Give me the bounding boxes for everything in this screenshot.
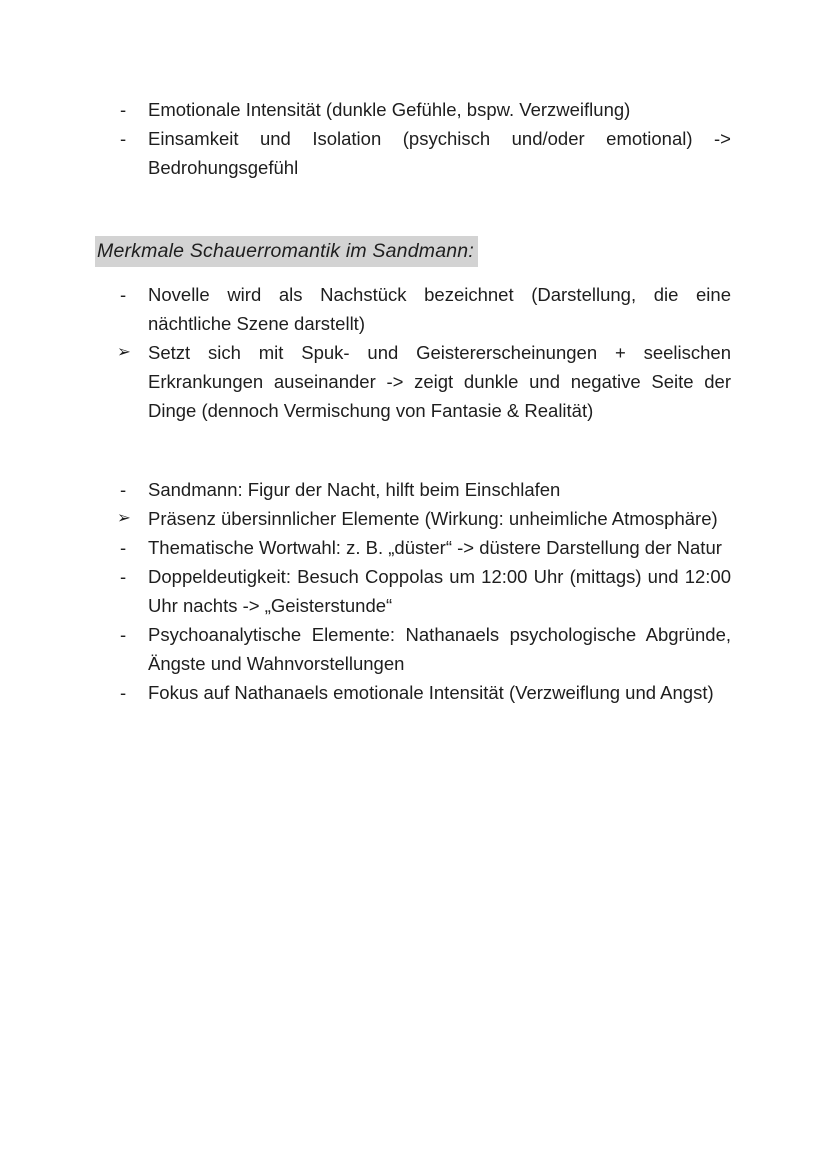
list-item — [95, 280, 731, 338]
list-item — [95, 504, 731, 533]
list-item-text: Psychoanalytische Elemente: Nathanaels psychologische Abgründe, Ängste und Wahnvorstellungen — [148, 624, 731, 674]
dash-bullet-marker: - — [120, 284, 127, 305]
dash-bullet-marker: - — [120, 537, 127, 558]
list-item — [95, 562, 731, 620]
list-item — [95, 678, 731, 707]
list-item-text: Emotionale Intensität (dunkle Gefühle, bspw. Verzweiflung) — [148, 99, 631, 120]
list-item-text: Novelle wird als Nachstück bezeichnet (Darstellung, die eine nächtliche Szene darstellt) — [148, 284, 731, 334]
list-item-text: Setzt sich mit Spuk- und Geistererscheinungen + seelischen Erkrankungen auseinander -> zeigt dunkle und negative Seite der Dinge (dennoch Vermischung von Fantasie & Realität) — [148, 342, 731, 421]
list-item — [95, 620, 731, 678]
arrow-bullet-marker: ➢ — [117, 343, 131, 361]
list-item-text: Doppeldeutigkeit: Besuch Coppolas um 12:00 Uhr (mittags) und 12:00 Uhr nachts -> „Geisterstunde“ — [148, 566, 731, 616]
features-list-2 — [95, 475, 731, 707]
list-item-text: Thematische Wortwahl: z. B. „düster“ -> düstere Darstellung der Natur — [148, 537, 722, 558]
list-item — [95, 124, 731, 182]
dash-bullet-marker: - — [120, 682, 127, 703]
intro-list — [95, 95, 731, 182]
list-item-text: Einsamkeit und Isolation (psychisch und/oder emotional) -> Bedrohungsgefühl — [148, 128, 731, 178]
dash-bullet-marker: - — [120, 128, 127, 149]
list-item — [95, 338, 731, 425]
list-item — [95, 95, 731, 124]
dash-bullet-marker: - — [120, 99, 127, 120]
list-item-text: Fokus auf Nathanaels emotionale Intensität (Verzweiflung und Angst) — [148, 682, 714, 703]
dash-bullet-marker: - — [120, 624, 127, 645]
arrow-bullet-marker: ➢ — [117, 509, 131, 527]
dash-bullet-marker: - — [120, 479, 127, 500]
list-item-text: Präsenz übersinnlicher Elemente (Wirkung: unheimliche Atmosphäre) — [148, 508, 718, 529]
features-list-1 — [95, 280, 731, 425]
section-heading: Merkmale Schauerromantik im Sandmann: — [95, 236, 478, 267]
list-item-text: Sandmann: Figur der Nacht, hilft beim Einschlafen — [148, 479, 561, 500]
dash-bullet-marker: - — [120, 566, 127, 587]
list-item — [95, 475, 731, 504]
list-item — [95, 533, 731, 562]
